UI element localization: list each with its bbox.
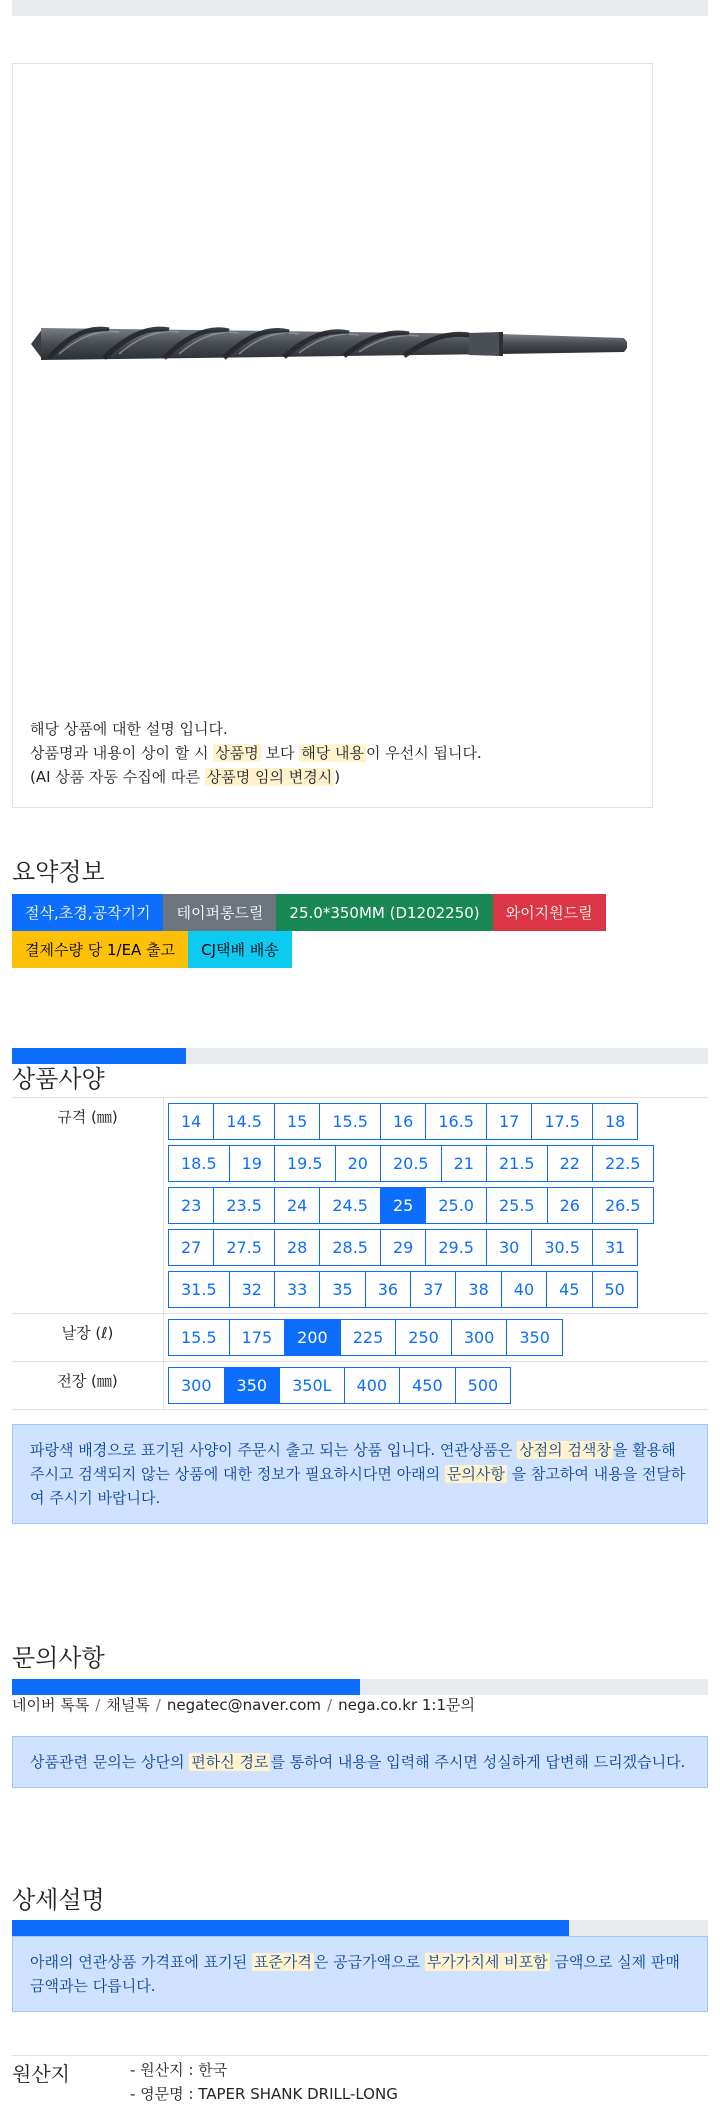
spec-option[interactable]: 14.5	[213, 1103, 275, 1140]
spec-option[interactable]: 15.5	[168, 1319, 230, 1356]
origin-section	[12, 2055, 708, 2106]
spec-option[interactable]: 26	[547, 1187, 593, 1224]
spec-option[interactable]: 29.5	[425, 1229, 487, 1266]
inquiry-progress-fill	[12, 1679, 360, 1695]
spec-label: 전장 (㎜)	[12, 1362, 164, 1409]
notice-highlight: 편하신 경로	[191, 1753, 269, 1771]
spec-option[interactable]: 17	[486, 1103, 532, 1140]
spec-option[interactable]: 25.5	[486, 1187, 548, 1224]
spec-option[interactable]: 37	[410, 1271, 456, 1308]
spec-option[interactable]: 18	[592, 1103, 638, 1140]
spec-label: 규격 (㎜)	[12, 1098, 164, 1313]
badge-row	[12, 931, 708, 968]
spec-options	[164, 1362, 708, 1409]
spec-option[interactable]: 20.5	[380, 1145, 442, 1182]
option-group	[168, 1367, 704, 1404]
spec-option[interactable]: 18.5	[168, 1145, 230, 1182]
option-group	[168, 1103, 704, 1140]
spec-progress-bar	[12, 1048, 708, 1064]
notice-text: 금액으로 실제 판매금액과는 다릅니다.	[30, 1953, 680, 1995]
spec-option[interactable]: 32	[229, 1271, 275, 1308]
origin-item: - 원산지 : 한국	[130, 2061, 228, 2079]
spec-row	[12, 1362, 708, 1409]
spec-option[interactable]: 16.5	[425, 1103, 487, 1140]
spec-row	[12, 1098, 708, 1314]
spec-option[interactable]: 16	[380, 1103, 426, 1140]
spec-option[interactable]: 36	[365, 1271, 411, 1308]
spec-option[interactable]: 300	[168, 1367, 225, 1404]
badge-row	[12, 894, 708, 931]
desc-text: 보다	[260, 744, 300, 762]
breadcrumb-separator: /	[327, 1696, 333, 1714]
inquiry-notice	[12, 1736, 708, 1788]
spec-option[interactable]: 30.5	[531, 1229, 593, 1266]
spec-option[interactable]: 23.5	[213, 1187, 275, 1224]
contact-link[interactable]: negatec@naver.com	[166, 1696, 322, 1714]
contact-link[interactable]: nega.co.kr 1:1문의	[338, 1696, 475, 1714]
spec-option[interactable]: 350	[506, 1319, 563, 1356]
summary-badge: CJ택배 배송	[188, 931, 292, 968]
spec-option[interactable]: 22.5	[592, 1145, 654, 1182]
inquiry-title: 문의사항	[12, 1644, 105, 1672]
product-image-card	[12, 63, 653, 808]
spec-option[interactable]: 175	[229, 1319, 286, 1356]
spec-option[interactable]: 400	[344, 1367, 401, 1404]
spec-option[interactable]: 14	[168, 1103, 214, 1140]
spec-option[interactable]: 19.5	[274, 1145, 336, 1182]
spec-option[interactable]: 23	[168, 1187, 214, 1224]
spec-option[interactable]: 24	[274, 1187, 320, 1224]
notice-text: 아래의 연관상품 가격표에 표기된	[30, 1953, 252, 1971]
desc-highlight: 상품명	[215, 744, 259, 762]
summary-badge: 결제수량 당 1/EA 출고	[12, 931, 188, 968]
spec-option[interactable]: 27	[168, 1229, 214, 1266]
detail-progress-bar	[12, 1920, 708, 1936]
spec-option[interactable]: 26.5	[592, 1187, 654, 1224]
spec-option[interactable]: 31	[592, 1229, 638, 1266]
spec-option[interactable]: 15	[274, 1103, 320, 1140]
notice-text: 파랑색 배경으로 표기된 사양이 주문시 출고 되는 상품 입니다. 연관상품은	[30, 1441, 518, 1459]
product-description	[30, 717, 482, 789]
spec-option[interactable]: 28	[274, 1229, 320, 1266]
notice-text: 을 참고하여 내용을 전달하여 주시기 바랍니다.	[30, 1465, 686, 1507]
spec-option-selected[interactable]: 25	[380, 1187, 426, 1224]
option-group	[168, 1271, 704, 1308]
spec-option[interactable]: 50	[592, 1271, 638, 1308]
spec-options	[164, 1098, 708, 1313]
spec-option[interactable]: 33	[274, 1271, 320, 1308]
summary-badges	[12, 894, 708, 968]
origin-label: 원산지	[12, 2062, 70, 2086]
spec-row	[12, 1314, 708, 1362]
spec-option[interactable]: 20	[335, 1145, 381, 1182]
spec-option[interactable]: 30	[486, 1229, 532, 1266]
notice-highlight: 부가가치세 비포함	[426, 1953, 548, 1971]
notice-text: 은 공급가액으로	[313, 1953, 425, 1971]
spec-options	[164, 1314, 708, 1361]
option-group	[168, 1145, 704, 1182]
desc-text: 상품명과 내용이 상이 할 시	[30, 744, 214, 762]
breadcrumb-separator: /	[95, 1696, 101, 1714]
summary-badge: 25.0*350MM (D1202250)	[276, 894, 492, 931]
spec-option[interactable]: 24.5	[319, 1187, 381, 1224]
option-group	[168, 1229, 704, 1266]
spec-option[interactable]: 300	[451, 1319, 508, 1356]
spec-option[interactable]: 21.5	[486, 1145, 548, 1182]
notice-highlight: 표준가격	[253, 1953, 312, 1971]
spec-table	[12, 1097, 708, 1410]
spec-option[interactable]: 22	[547, 1145, 593, 1182]
spec-label: 날장 (ℓ)	[12, 1314, 164, 1361]
top-progress-bar	[12, 0, 708, 16]
contact-link[interactable]: 네이버 톡톡	[12, 1696, 90, 1714]
desc-highlight: 상품명 임의 변경시	[206, 768, 333, 786]
spec-notice	[12, 1424, 708, 1524]
desc-text: 이 우선시 됩니다.	[365, 744, 482, 762]
spec-option[interactable]: 29	[380, 1229, 426, 1266]
spec-option[interactable]: 19	[229, 1145, 275, 1182]
desc-text: (AI 상품 자동 수집에 따른	[30, 768, 205, 786]
desc-highlight: 해당 내용	[301, 744, 364, 762]
summary-title: 요약정보	[12, 858, 105, 886]
notice-text: 을 활용해 주시고 검색되지 않는 상품에 대한 정보가 필요하시다면 아래의	[30, 1441, 676, 1483]
spec-option[interactable]: 31.5	[168, 1271, 230, 1308]
detail-notice	[12, 1936, 708, 2012]
spec-option[interactable]: 38	[455, 1271, 501, 1308]
breadcrumb-separator: /	[155, 1696, 161, 1714]
option-group	[168, 1319, 704, 1356]
inquiry-progress-bar	[12, 1679, 708, 1695]
spec-option[interactable]: 500	[455, 1367, 512, 1404]
spec-option[interactable]: 45	[546, 1271, 592, 1308]
spec-option[interactable]: 21	[441, 1145, 487, 1182]
desc-line-2	[30, 741, 482, 765]
summary-badge: 와이지원드릴	[493, 894, 606, 931]
spec-option[interactable]: 40	[501, 1271, 547, 1308]
drill-product-image	[29, 314, 639, 374]
spec-option[interactable]: 225	[340, 1319, 397, 1356]
origin-list	[130, 2056, 398, 2106]
spec-option[interactable]: 27.5	[213, 1229, 275, 1266]
detail-title: 상세설명	[12, 1886, 105, 1914]
spec-option[interactable]: 17.5	[531, 1103, 593, 1140]
spec-option[interactable]: 28.5	[319, 1229, 381, 1266]
desc-line-3	[30, 765, 482, 789]
desc-line-1: 해당 상품에 대한 설명 입니다.	[30, 720, 228, 738]
contact-link[interactable]: 채널톡	[106, 1696, 150, 1714]
spec-option[interactable]: 15.5	[319, 1103, 381, 1140]
detail-progress-fill	[12, 1920, 569, 1936]
spec-option[interactable]: 25.0	[425, 1187, 487, 1224]
origin-item: - 영문명 : TAPER SHANK DRILL-LONG	[130, 2085, 398, 2103]
summary-badge: 테이퍼롱드릴	[163, 894, 276, 931]
contact-breadcrumb	[12, 1694, 475, 1715]
option-group	[168, 1187, 704, 1224]
spec-title: 상품사양	[12, 1065, 105, 1093]
notice-highlight: 문의사항	[446, 1465, 505, 1483]
spec-option[interactable]: 35	[319, 1271, 365, 1308]
notice-highlight: 상점의 검색창	[519, 1441, 611, 1459]
spec-option-selected[interactable]: 350	[224, 1367, 281, 1404]
spec-option-selected[interactable]: 200	[284, 1319, 341, 1356]
spec-option[interactable]: 350L	[279, 1367, 344, 1404]
desc-text: )	[334, 768, 341, 786]
notice-text: 를 통하여 내용을 입력해 주시면 성실하게 답변해 드리겠습니다.	[270, 1753, 686, 1771]
spec-option[interactable]: 450	[399, 1367, 456, 1404]
notice-text: 상품관련 문의는 상단의	[30, 1753, 190, 1771]
spec-option[interactable]: 250	[395, 1319, 452, 1356]
summary-badge: 절삭,초경,공작기기	[12, 894, 163, 931]
